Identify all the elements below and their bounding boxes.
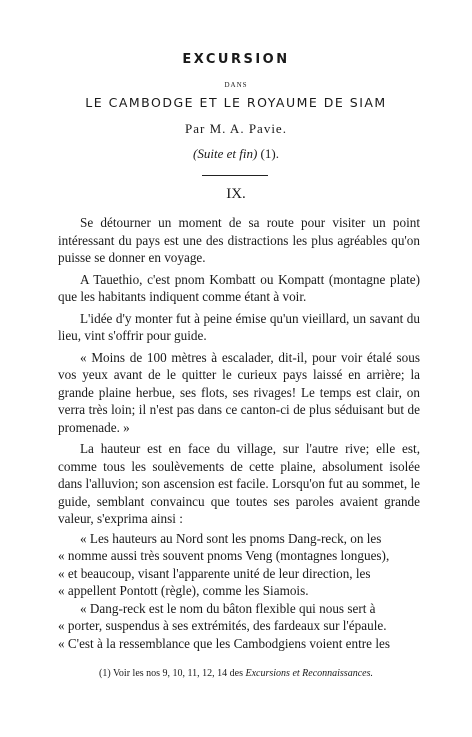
paragraph: Se détourner un moment de sa route pour visiter un point intéressant du pays est une des distractions les plus agréables qu'on puisse se donner en voyage. <box>58 215 420 265</box>
continuation-note <box>0 146 472 162</box>
paragraph: A Tauethio, c'est pnom Kombatt ou Kompatt (montagne plate) que les habitants indiquent comme étant à voir. <box>58 271 420 304</box>
footnote <box>0 668 472 679</box>
quote-line: « Dang-reck est le nom du bâton flexible qui nous sert à <box>80 600 376 616</box>
title-connector: DANS <box>224 81 248 89</box>
chapter-heading: IX. <box>226 186 246 202</box>
continuation-ref: (1). <box>257 146 279 161</box>
quote-line: « et beaucoup, visant l'apparente unité de leur direction, les <box>58 565 371 581</box>
body-text <box>58 214 420 652</box>
quote-line: « Les hauteurs au Nord sont les pnoms Dang-reck, on les <box>80 530 382 546</box>
paragraph: La hauteur est en face du village, sur l'autre rive; elle est, comme tous les soulèvements de cette plaine, absolument isolée dans l'alluvion; son ascension est facile. Lorsqu'on fut au sommet, le guide, semblant convaincu que toutes ses paroles avaient grande valeur, s'exprima ainsi : <box>58 441 420 526</box>
article-subtitle: LE CAMBODGE ET LE ROYAUME DE SIAM <box>85 95 387 110</box>
continuation-italic: (Suite et fin) <box>193 146 258 161</box>
footnote-text: (1) Voir les nos 9, 10, 11, 12, 14 des <box>99 668 246 679</box>
author-line: Par M. A. Pavie. <box>185 121 287 136</box>
quote-line: « nomme aussi très souvent pnoms Veng (montagnes longues), <box>58 548 390 563</box>
quote-line: « porter, suspendus à ses extrémités, des fardeaux sur l'épaule. <box>58 618 387 633</box>
footnote-italic: Excursions et Reconnaissances. <box>245 668 373 679</box>
quote-line: « C'est à la ressemblance que les Cambodgiens voient entre les <box>58 635 390 651</box>
divider-rule <box>202 175 268 176</box>
quote-line: « appellent Pontott (règle), comme les Siamois. <box>58 583 309 598</box>
paragraph: L'idée d'y monter fut à peine émise qu'un vieillard, un savant du lieu, vint s'offrir pour guide. <box>58 310 420 343</box>
paragraph: « Moins de 100 mètres à escalader, dit-il, pour voir étalé sous vos yeux avant de le quitter le curieux pays laissé en arrière; la grande plaine herbue, ses flots, ses rivages! Le temps est clair, on verra très loin; il n'est pas dans ce canton-ci de plus séduisant but de promenade. » <box>58 349 420 435</box>
article-title: EXCURSION <box>182 52 290 67</box>
